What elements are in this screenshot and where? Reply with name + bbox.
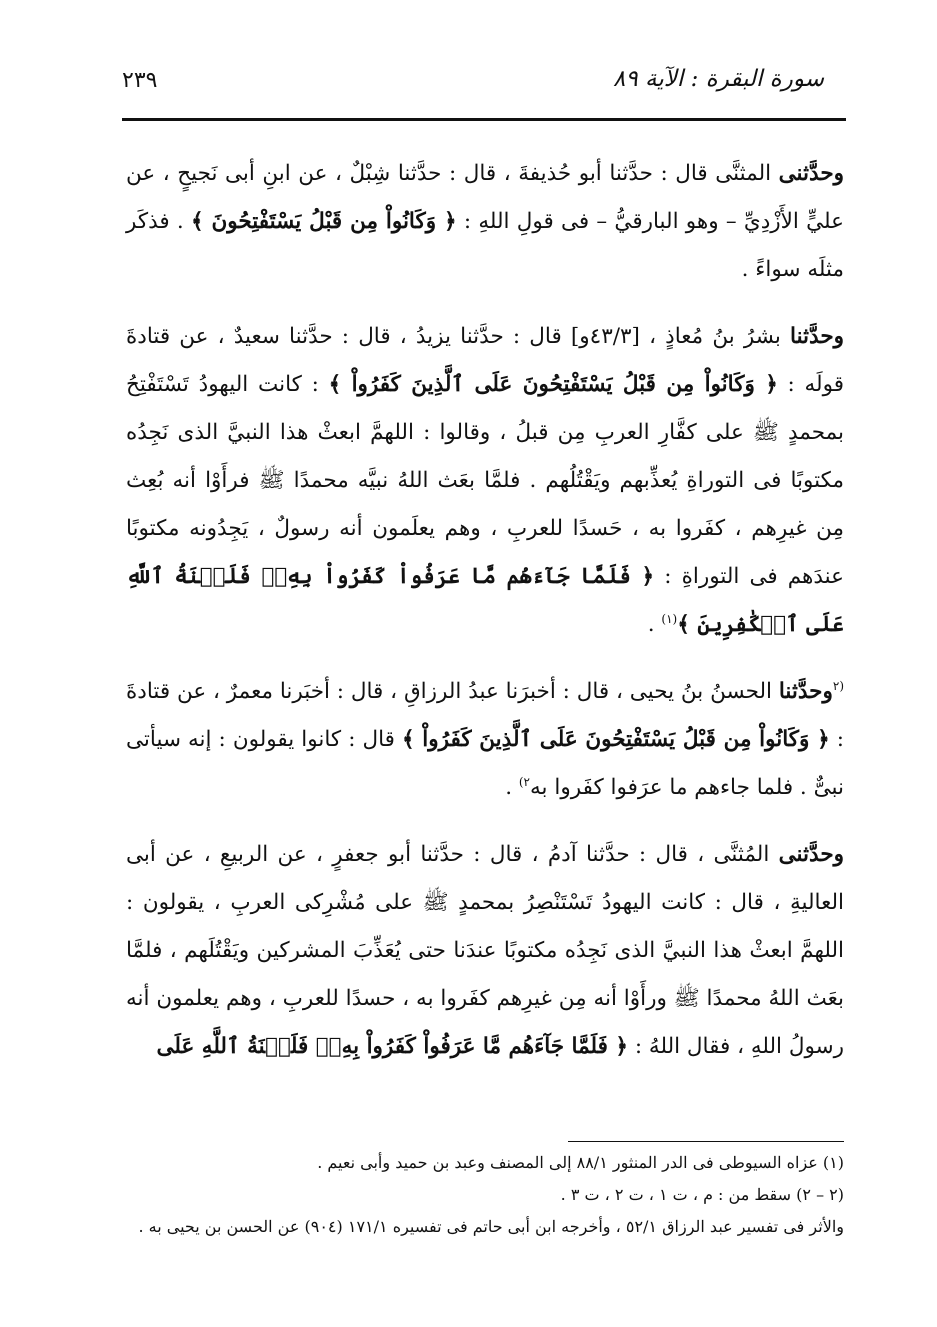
running-head: سورة البقرة : الآية ٨٩ [613,66,824,92]
main-text [126,150,844,1090]
footnotes [126,1148,844,1244]
paragraph-text: المثنَّى قال : حدَّثنا أبو حُذيفةَ ، قال : حدَّثنا شِبْلٌ ، عن ابنِ أبى نَجيحٍ ، عن عليٍّ الأَزْدِيِّ – وهو البارقيُّ – فى قولِ اللهِ : [126,161,844,234]
quran-verse: ﴿ فَلَمَّا جَآءَهُم مَّا عَرَفُواْ كَفَرُواْ بِهِۦۚ فَلَعۡنَةُ ٱللَّهِ عَلَى [156,1034,629,1059]
header-rule [122,118,846,121]
footnote-ref-close[interactable]: ٢) [518,774,530,789]
footnote-ref-open[interactable]: (٢ [832,678,844,693]
paragraph-tail: . [647,612,662,637]
footnote-1: (١) عزاه السيوطى فى الدر المنثور ٨٨/١ إلى المصنف وعبد بن حميد وأبى نعيم . [317,1153,844,1172]
quran-verse: ﴿ وَكَانُواْ مِن قَبْلُ يَسْتَفْتِحُونَ عَلَى ٱلَّذِينَ كَفَرُواْ ﴾ [328,372,778,397]
paragraph-text: المُثنَّى ، قال : حدَّثنا آدمُ ، قال : حدَّثنا أبو جعفرٍ ، عن الربيعِ ، عن أبى العاليةِ ، قال : كانت اليهودُ تَسْتَنْصِرُ بمحمدٍ ﷺ على مُشْرِكى العربِ ، يقولون : اللهمَّ ابعثْ هذا النبيَّ الذى نَجِدُه مكتوبًا عندَنا حتى يُعَذِّبَ المشركين ويَقْتُلَهم ، فلمَّا بعَث اللهُ محمدًا ﷺ ورأَوْا أنه مِن غيرِهم كفَروا به ، حسدًا للعربِ ، وهم يعلمون أنه رسولُ اللهِ ، فقال اللهُ : [126,842,844,1059]
quran-verse: ﴿ وَكَانُواْ مِن قَبْلُ يَسْتَفْتِحُونَ ﴾ [190,209,457,234]
paragraph-2 [126,313,844,649]
paragraph-lead: وحدَّثنى [778,161,844,186]
paragraph-tail: . فذكَر مثلَه سواءً . [126,209,844,282]
paragraph-tail: . [505,775,519,800]
paragraph-text-continued: قال : كانوا يقولون : إنه سيأتى نبىٌّ . فلما جاءهم ما عرَفوا كفَروا به [126,727,844,800]
paragraph-text: الحسنُ بنُ يحيى ، قال : أخبرَنا عبدُ الرزاقِ ، قال : أخبَرنا معمرٌ ، عن قتادةَ : [126,679,845,752]
quran-verse: ﴿ فَلَمَّا جَآءَهُم مَّا عَرَفُواْ كَفَرُواْ بِهِۦۚ فَلَعۡنَةُ ٱللَّهِ عَلَى ٱلۡكَٰفِرِينَ ﴾ [126,564,844,637]
paragraph-3 [126,668,844,812]
paragraph-4 [126,831,844,1071]
footnote-rule [568,1141,844,1142]
page-number: ٢٣٩ [122,68,158,93]
footnote-2: (٢ – ٢) سقط من : م ، ت ١ ، ت ٢ ، ت ٣ . [560,1185,844,1204]
page-header [122,62,846,108]
paragraph-text: بشرُ بنُ مُعاذٍ ، [٤٣/٣و] قال : حدَّثنا يزيدُ ، قال : حدَّثنا سعيدٌ ، عن قتادةَ قولَه : [126,324,844,397]
footnote-ref[interactable]: (١) [661,611,678,626]
paragraph-text-continued: : كانت اليهودُ تَسْتَفْتِحُ بمحمدٍ ﷺ على كفَّارِ العربِ مِن قبلُ ، وقالوا : اللهمَّ ابعثْ هذا النبيَّ الذى نَجِدُه مكتوبًا فى التوراةِ يُعذِّبهم ويَقْتُلُهم . فلمَّا بعَث اللهُ نبيَّه محمدًا ﷺ فرأَوْا أنه بُعِث مِن غيرِهم ، كفَروا به ، حَسدًا للعربِ ، وهم يعلَمون أنه رسولٌ ، يَجِدُونه مكتوبًا عندَهم فى التوراةِ : [126,372,844,589]
quran-verse: ﴿ وَكَانُواْ مِن قَبْلُ يَسْتَفْتِحُونَ عَلَى ٱلَّذِينَ كَفَرُواْ ﴾ [401,727,830,752]
paragraph-1 [126,150,844,294]
paragraph-lead: وحدَّثنا [778,679,833,704]
paragraph-lead: وحدَّثنا [790,324,844,349]
footnote-2-note: والأثر فى تفسير عبد الرزاق ٥٢/١ ، وأخرجه ابن أبى حاتم فى تفسيره ١٧١/١ (٩٠٤) عن الحسن بن يحيى به . [138,1217,844,1236]
paragraph-lead: وحدَّثنى [778,842,844,867]
